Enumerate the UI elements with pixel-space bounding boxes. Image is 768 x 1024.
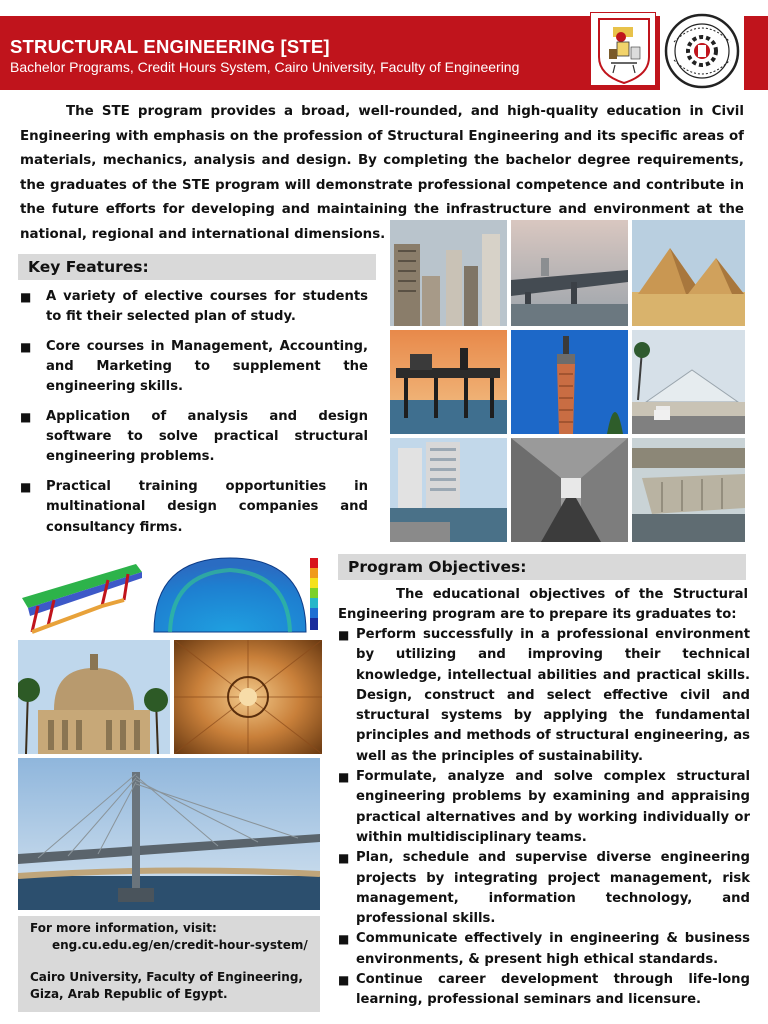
faculty-of-engineering-seal bbox=[660, 12, 744, 90]
photo-bridge-dusk bbox=[511, 220, 628, 326]
photo-cairo-tower bbox=[511, 330, 628, 434]
image-dome-stress-contour bbox=[150, 554, 322, 636]
objectives-intro: The educational objectives of the Structural Engineering program are to prepare its graduates to: bbox=[338, 587, 748, 623]
image-bridge-model-fea bbox=[18, 554, 146, 636]
bullet-icon: ■ bbox=[20, 480, 32, 495]
photo-dam-water bbox=[632, 438, 745, 542]
info-visit-label: For more information, visit: bbox=[30, 921, 217, 935]
info-url-link[interactable]: eng.cu.edu.eg/en/credit-hour-system/ bbox=[52, 937, 308, 952]
key-features-list bbox=[20, 287, 368, 547]
list-item: ■ Core courses in Management, Accounting, and Marketing to supplement the engineering skills. bbox=[20, 338, 368, 395]
info-spacer bbox=[30, 953, 308, 969]
info-address-line1: Cairo University, Faculty of Engineering, bbox=[30, 970, 303, 984]
bullet-icon: ■ bbox=[20, 410, 32, 425]
photo-cable-stayed-bridge bbox=[18, 758, 320, 910]
page-subtitle: Bachelor Programs, Credit Hours System, Cairo University, Faculty of Engineering bbox=[10, 59, 520, 75]
page-title: STRUCTURAL ENGINEERING [STE] bbox=[10, 36, 330, 57]
photo-city-towers bbox=[390, 220, 507, 326]
bullet-icon: ■ bbox=[338, 932, 350, 947]
photo-library-building bbox=[632, 330, 745, 434]
photo-cairo-university-dome bbox=[18, 640, 170, 754]
list-item: ■ Communicate effectively in engineering & business environments, & present high ethical standards. bbox=[338, 931, 750, 967]
contact-info-box bbox=[18, 916, 320, 1012]
photo-nile-buildings bbox=[390, 438, 507, 542]
cairo-university-logo bbox=[590, 12, 656, 86]
list-item: ■ Application of analysis and design software to solve practical structural engineering problems. bbox=[20, 409, 368, 465]
bullet-icon: ■ bbox=[338, 851, 350, 866]
photo-pyramids bbox=[632, 220, 745, 326]
bullet-icon: ■ bbox=[338, 628, 350, 642]
bullet-icon: ■ bbox=[338, 770, 350, 785]
list-item: ■ Continue career development through life-long learning, professional seminars and licensure. bbox=[338, 972, 750, 1008]
program-objectives-heading: Program Objectives: bbox=[338, 554, 746, 580]
key-features-heading: Key Features: bbox=[18, 254, 376, 280]
bullet-icon: ■ bbox=[338, 973, 350, 988]
info-address-line2: Giza, Arab Republic of Egypt. bbox=[30, 986, 228, 1001]
list-item: ■ A variety of elective courses for students to fit their selected plan of study. bbox=[20, 289, 368, 325]
list-item: ■ Formulate, analyze and solve complex structural engineering problems by examining and appraising practical alternatives and by working individually or within multidisciplinary teams. bbox=[338, 769, 750, 845]
photo-offshore-platform bbox=[390, 330, 507, 434]
list-item: ■ Practical training opportunities in multinational design companies and consultancy firms. bbox=[20, 479, 368, 535]
photo-tunnel-interior bbox=[511, 438, 628, 542]
bullet-icon: ■ bbox=[20, 290, 32, 304]
bullet-icon: ■ bbox=[20, 339, 32, 354]
photo-dome-ceiling bbox=[174, 640, 322, 754]
program-intro-paragraph: The STE program provides a broad, well-rounded, and high-quality education in Civil Engineering with emphasis on the profession of Structural Engineering and its specific areas of materials, mechanics, analysis and design. By completing the bachelor degree requirements, the graduates of the STE program will demonstrate professional competence and contribute in the future efforts for developing and maintaining the infrastructure and environment at the national, regional and international dimensions. bbox=[20, 104, 744, 242]
objectives-list bbox=[338, 625, 750, 1011]
list-item: ■ Perform successfully in a professional environment by utilizing and improving their technical knowledge, intellectual abilities and practical skills. Design, construct and select effective civil and structural systems by applying the fundamental principles and methods of structural engineering, as well as the principles of sustainability. bbox=[338, 627, 750, 764]
list-item: ■ Plan, schedule and supervise diverse engineering projects by integrating project management, risk management, information technology, and professional skills. bbox=[338, 850, 750, 927]
